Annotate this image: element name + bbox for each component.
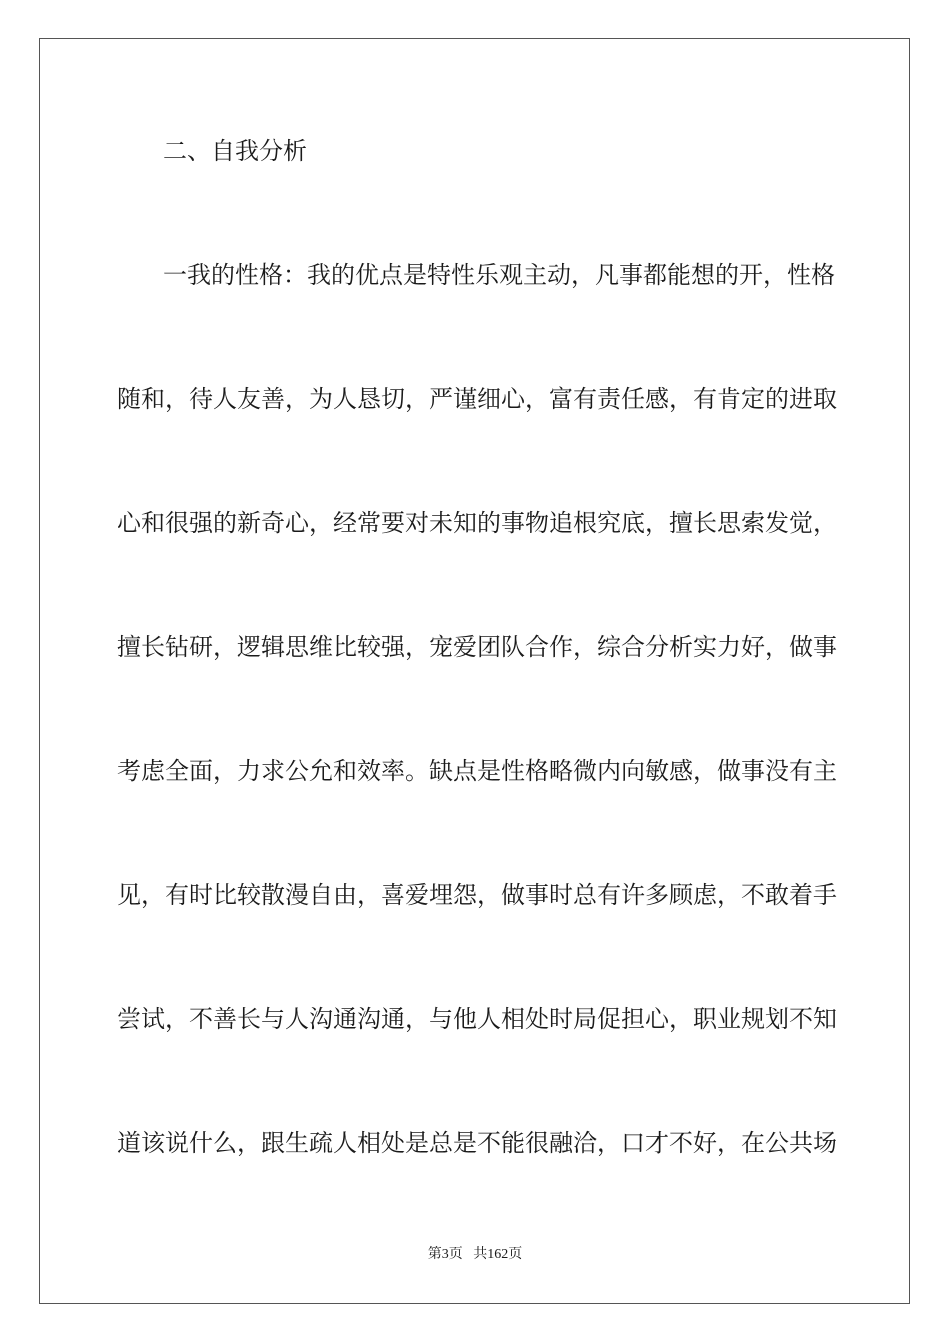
paragraph-line-4: 擅长钻研，逻辑思维比较强，宠爱团队合作，综合分析实力好，做事 bbox=[117, 633, 837, 661]
section-heading: 二、自我分析 bbox=[163, 137, 307, 165]
paragraph-line-5: 考虑全面，力求公允和效率。缺点是性格略微内向敏感，做事没有主 bbox=[117, 757, 837, 785]
paragraph-line-8: 道该说什么，跟生疏人相处是总是不能很融洽，口才不好，在公共场 bbox=[117, 1129, 837, 1157]
total-pages: 共162页 bbox=[473, 1247, 523, 1262]
page-border bbox=[39, 38, 910, 1304]
paragraph-line-2: 随和，待人友善，为人恳切，严谨细心，富有责任感，有肯定的进取 bbox=[117, 385, 837, 413]
paragraph-line-3: 心和很强的新奇心，经常要对未知的事物追根究底，擅长思索发觉， bbox=[117, 509, 837, 537]
page-number: 第3页 bbox=[427, 1247, 463, 1262]
paragraph-line-7: 尝试，不善长与人沟通沟通，与他人相处时局促担心，职业规划不知 bbox=[117, 1005, 837, 1033]
page-footer bbox=[0, 1246, 950, 1264]
paragraph-line-1: 一我的性格：我的优点是特性乐观主动，凡事都能想的开，性格 bbox=[163, 261, 835, 289]
paragraph-line-6: 见，有时比较散漫自由，喜爱埋怨，做事时总有许多顾虑，不敢着手 bbox=[117, 881, 837, 909]
